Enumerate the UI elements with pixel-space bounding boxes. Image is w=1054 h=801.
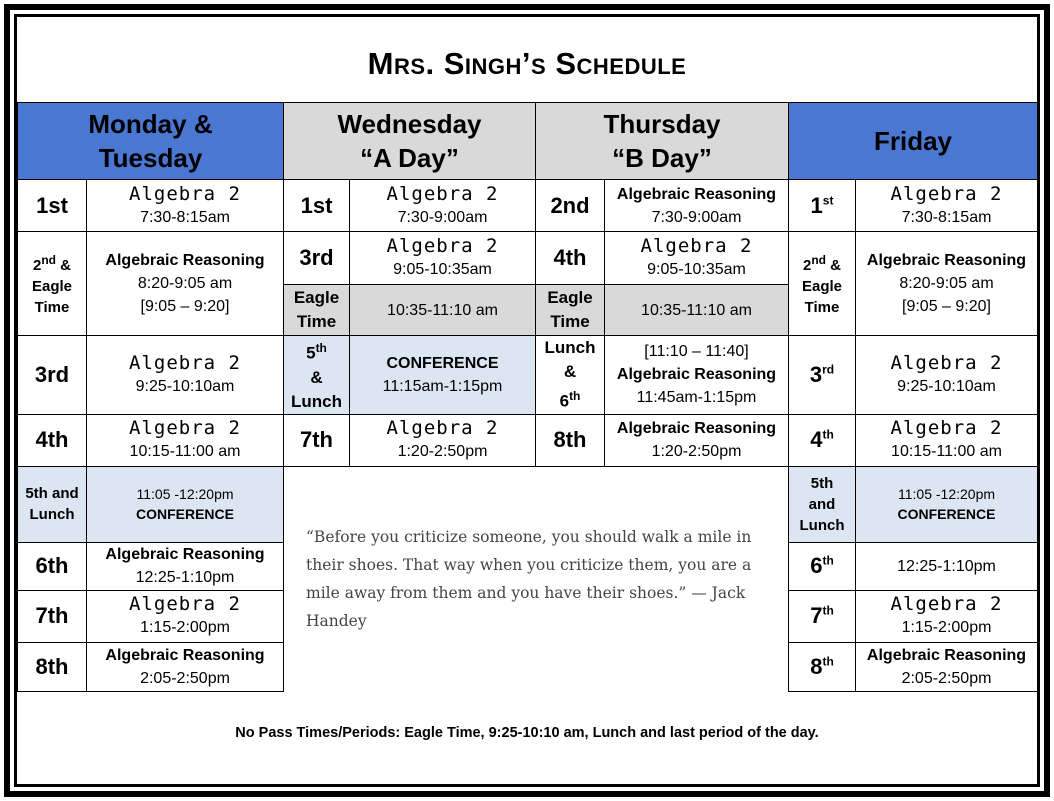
period-cell: 6th xyxy=(18,542,87,590)
class-name: Algebra 2 xyxy=(386,417,499,440)
class-cell xyxy=(87,642,284,691)
class-name: Algebra 2 xyxy=(890,593,1003,616)
period-cell: 1st xyxy=(284,180,350,232)
period-line: Eagle xyxy=(31,277,73,295)
class-cell xyxy=(350,414,536,466)
class-time: 10:15-11:00 am xyxy=(891,443,1002,461)
quote-text: “Before you criticize someone, you should walk a mile in their shoes. That way when you criticize them, you are a mile away from them and you have their shoes.” — Jack Handey xyxy=(306,527,752,630)
class-name: Algebraic Reasoning xyxy=(616,185,777,203)
period-cell: 8th xyxy=(18,642,87,691)
period-cell xyxy=(789,642,856,691)
period-cell: 2nd xyxy=(536,180,605,232)
header-thursday xyxy=(536,103,789,180)
class-name: Algebraic Reasoning xyxy=(866,252,1027,269)
period-line: Lunch xyxy=(291,391,342,411)
period-cell: 7th xyxy=(18,590,87,642)
period-line: Eagle xyxy=(801,277,843,295)
class-cell xyxy=(87,180,284,232)
period-suffix: th xyxy=(569,389,581,403)
period-cell xyxy=(789,542,856,590)
class-cell: 10:35-11:10 am xyxy=(350,285,536,336)
class-cell xyxy=(856,414,1038,466)
period-cell xyxy=(789,466,856,542)
period-number: 8 xyxy=(810,653,823,679)
period-line xyxy=(536,384,604,414)
period-line xyxy=(18,250,86,276)
class-name: Algebra 2 xyxy=(890,351,1003,374)
class-name: CONFERENCE xyxy=(897,506,996,523)
class-time: 9:05-10:35am xyxy=(393,261,492,278)
period-cell xyxy=(789,336,856,415)
period-rest: & xyxy=(56,256,71,274)
class-cell xyxy=(856,232,1038,336)
page-title: Mrs. Singh’s Schedule xyxy=(367,46,687,81)
class-cell xyxy=(856,180,1038,232)
period-cell xyxy=(789,590,856,642)
header-friday: Friday xyxy=(789,103,1038,180)
class-time: 1:15-2:00pm xyxy=(140,619,230,637)
class-time: 1:20-2:50pm xyxy=(651,443,742,461)
period-number: 4 xyxy=(810,427,823,453)
period-line: and xyxy=(808,495,836,513)
class-time: 11:05 -12:20pm xyxy=(897,486,996,503)
header-line: Thursday xyxy=(603,109,721,139)
period-line: Time xyxy=(550,312,590,331)
class-cell xyxy=(856,590,1038,642)
period-line: Time xyxy=(296,312,337,331)
period-cell: 4th xyxy=(18,414,87,466)
period-line: 5th xyxy=(810,474,834,492)
class-cell xyxy=(87,232,284,336)
class-time: 8:20-9:05 am xyxy=(899,275,994,292)
class-time: 10:15-11:00 am xyxy=(129,443,241,461)
period-cell xyxy=(18,466,87,542)
period-cell xyxy=(284,336,350,415)
class-name: Algebra 2 xyxy=(129,182,241,205)
period-cell xyxy=(789,232,856,336)
class-time: 1:20-2:50pm xyxy=(397,443,488,461)
period-line xyxy=(789,250,855,276)
period-line: Time xyxy=(34,298,70,316)
period-line: 5th and xyxy=(25,485,79,503)
class-cell xyxy=(605,414,789,466)
period-line: Lunch xyxy=(544,338,596,357)
period-suffix: th xyxy=(315,341,327,355)
quote-area xyxy=(284,466,789,691)
class-name: Algebra 2 xyxy=(129,351,241,374)
period-line: Eagle xyxy=(547,288,593,307)
period-suffix: th xyxy=(822,553,834,568)
class-cell: 12:25-1:10pm xyxy=(856,542,1038,590)
class-time: 11:05 -12:20pm xyxy=(136,486,234,503)
period-cell xyxy=(789,414,856,466)
class-name: CONFERENCE xyxy=(135,506,234,523)
period-line xyxy=(284,336,349,366)
header-wednesday xyxy=(284,103,536,180)
period-suffix: nd xyxy=(41,252,56,267)
class-cell xyxy=(87,466,284,542)
class-name: Algebraic Reasoning xyxy=(616,420,777,438)
period-cell xyxy=(536,285,605,336)
class-cell: 10:35-11:10 am xyxy=(605,285,789,336)
class-time: 8:20-9:05 am xyxy=(137,275,233,292)
class-cell xyxy=(87,542,284,590)
class-cell xyxy=(87,414,284,466)
period-line: & xyxy=(563,362,577,381)
period-number: 5 xyxy=(306,343,316,363)
period-cell: 1st xyxy=(18,180,87,232)
period-line: Lunch xyxy=(799,516,845,534)
period-number: 1 xyxy=(810,192,823,218)
class-cell xyxy=(856,642,1038,691)
period-number: 2 xyxy=(802,256,812,274)
period-cell xyxy=(284,285,350,336)
class-cell xyxy=(605,232,789,285)
schedule-table xyxy=(17,102,1038,692)
class-cell xyxy=(350,180,536,232)
class-time: 7:30-8:15am xyxy=(140,208,230,226)
class-time: 7:30-8:15am xyxy=(901,208,992,226)
period-suffix: th xyxy=(822,427,834,442)
class-time: 11:45am-1:15pm xyxy=(636,389,757,407)
class-time: 2:05-2:50pm xyxy=(901,669,992,687)
period-suffix: nd xyxy=(811,252,826,267)
class-name: Algebraic Reasoning xyxy=(616,366,777,384)
class-cell xyxy=(856,466,1038,542)
period-suffix: rd xyxy=(822,362,835,377)
class-time-secondary: [11:10 – 11:40] xyxy=(644,343,749,361)
class-time: 9:25-10:10am xyxy=(897,377,996,395)
period-cell: 3rd xyxy=(18,336,87,415)
period-cell xyxy=(536,336,605,415)
class-time: 9:05-10:35am xyxy=(647,261,746,278)
header-monday-tuesday xyxy=(18,103,284,180)
period-cell xyxy=(789,180,856,232)
class-name: Algebra 2 xyxy=(890,182,1003,205)
class-cell xyxy=(350,336,536,415)
period-number: 3 xyxy=(809,361,823,387)
class-cell xyxy=(605,336,789,415)
period-suffix: st xyxy=(822,193,834,208)
period-rest: & xyxy=(826,256,841,274)
period-cell: 4th xyxy=(536,232,605,285)
period-cell: 7th xyxy=(284,414,350,466)
period-suffix: th xyxy=(822,654,834,669)
class-name: Algebra 2 xyxy=(640,235,753,257)
period-number: 7 xyxy=(810,603,823,629)
class-name: Algebra 2 xyxy=(129,417,241,440)
class-name: Algebra 2 xyxy=(129,593,241,616)
class-time: 7:30-9:00am xyxy=(651,208,742,226)
period-cell: 8th xyxy=(536,414,605,466)
period-line: Lunch xyxy=(29,506,75,524)
class-cell xyxy=(856,336,1038,415)
class-time: 9:25-10:10am xyxy=(135,377,235,395)
period-cell xyxy=(18,232,87,336)
class-name: Algebra 2 xyxy=(386,182,499,205)
period-line: Eagle xyxy=(293,288,340,307)
header-line: “A Day” xyxy=(360,143,459,173)
class-name: Algebraic Reasoning xyxy=(105,646,265,664)
class-time: 12:25-1:10pm xyxy=(135,569,235,587)
class-cell xyxy=(605,180,789,232)
class-name: Algebraic Reasoning xyxy=(105,546,265,564)
class-name: Algebra 2 xyxy=(890,417,1003,440)
header-line: Monday & xyxy=(88,109,213,139)
header-line: Tuesday xyxy=(98,143,203,173)
period-number: 2 xyxy=(32,256,42,274)
class-name: CONFERENCE xyxy=(386,354,499,372)
class-time: 2:05-2:50pm xyxy=(140,669,230,687)
class-time-secondary: [9:05 – 9:20] xyxy=(140,298,230,315)
period-suffix: th xyxy=(822,603,834,618)
period-line: Time xyxy=(804,298,840,316)
class-cell xyxy=(87,336,284,415)
class-name: Algebraic Reasoning xyxy=(105,252,265,269)
footer-note: No Pass Times/Periods: Eagle Time, 9:25-10:10 am, Lunch and last period of the day. xyxy=(235,725,819,741)
period-cell: 3rd xyxy=(284,232,350,285)
class-name: Algebra 2 xyxy=(386,235,499,257)
class-time-secondary: [9:05 – 9:20] xyxy=(902,298,991,315)
period-line: & xyxy=(310,367,323,387)
period-number: 6 xyxy=(810,553,823,579)
class-time: 7:30-9:00am xyxy=(397,208,488,226)
header-line: Wednesday xyxy=(337,109,482,139)
class-cell xyxy=(87,590,284,642)
class-time: 11:15am-1:15pm xyxy=(382,377,503,395)
period-number: 6 xyxy=(559,391,570,411)
header-line: “B Day” xyxy=(612,143,712,173)
class-cell xyxy=(350,232,536,285)
class-time: 1:15-2:00pm xyxy=(901,619,992,637)
class-name: Algebraic Reasoning xyxy=(866,646,1027,664)
